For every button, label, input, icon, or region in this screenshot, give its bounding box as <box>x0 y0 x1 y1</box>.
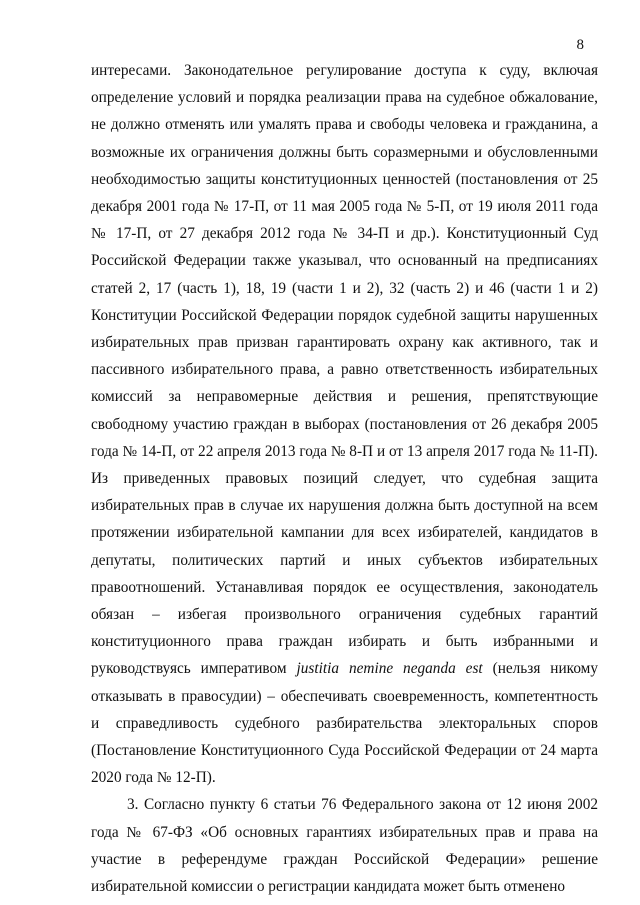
page-number: 8 <box>576 37 584 53</box>
paragraph-1 <box>91 57 598 791</box>
paragraph-1-text-continued: (нельзя никому отказывать в правосудии) – обеспечивать своевременность, компетентность и справедливость судебного разбирательства электоральных споров (Постановление Конституционного Суда Российской Федерации от 24 марта 2020 года № 12-П). <box>91 660 599 787</box>
paragraph-2: 3. Согласно пункту 6 статьи 76 Федерального закона от 12 июня 2002 года № 67-ФЗ «Об основных гарантиях избирательных прав и права на участие в референдуме граждан Российской Федерации» решение избирательной комиссии о регистрации кандидата может быть отменено <box>91 796 598 896</box>
paragraph-1-text: интересами. Законодательное регулирование доступа к суду, включая определение условий и порядка реализации права на судебное обжалование, не должно отменять или умалять права и свободы человека и гражданина, а возможные их ограничения должны быть соразмерными и обусловленными необходимостью защиты конституционных ценностей (постановления от 25 декабря 2001 года № 17-П, от 11 мая 2005 года № 5-П, от 19 июля 2011 года № 17-П, от 27 декабря 2012 года № 34-П и др.). Конституционный Суд Российской Федерации также указывал, что основанный на предписаниях статей 2, 17 (часть 1), 18, 19 (части 1 и 2), 32 (часть 2) и 46 (части 1 и 2) Конституции Российской Федерации порядок судебной защиты нарушенных избирательных прав призван гарантировать охрану как активного, так и пассивного избирательного права, а равно ответственность избирательных комиссий за неправомерные действия и решения, препятствующие свободному участию граждан в выборах (постановления от 26 декабря 2005 года № 14-П, от 22 апреля 2013 года № 8-П и от 13 апреля 2017 года № 11-П). Из приведенных правовых позиций следует, что судебная защита избирательных прав в случае их нарушения должна быть доступной на всем протяжении избирательной кампании для всех избирателей, кандидатов в депутаты, политических партий и иных субъектов избирательных правоотношений. Устанавливая порядок ее осуществления, законодатель обязан – избегая произвольного ограничения судебных гарантий конституционного права граждан избирать и быть избранными и руководствуясь императивом <box>91 62 598 678</box>
latin-maxim: justitia nemine neganda est <box>296 660 483 678</box>
document-body <box>91 57 598 900</box>
